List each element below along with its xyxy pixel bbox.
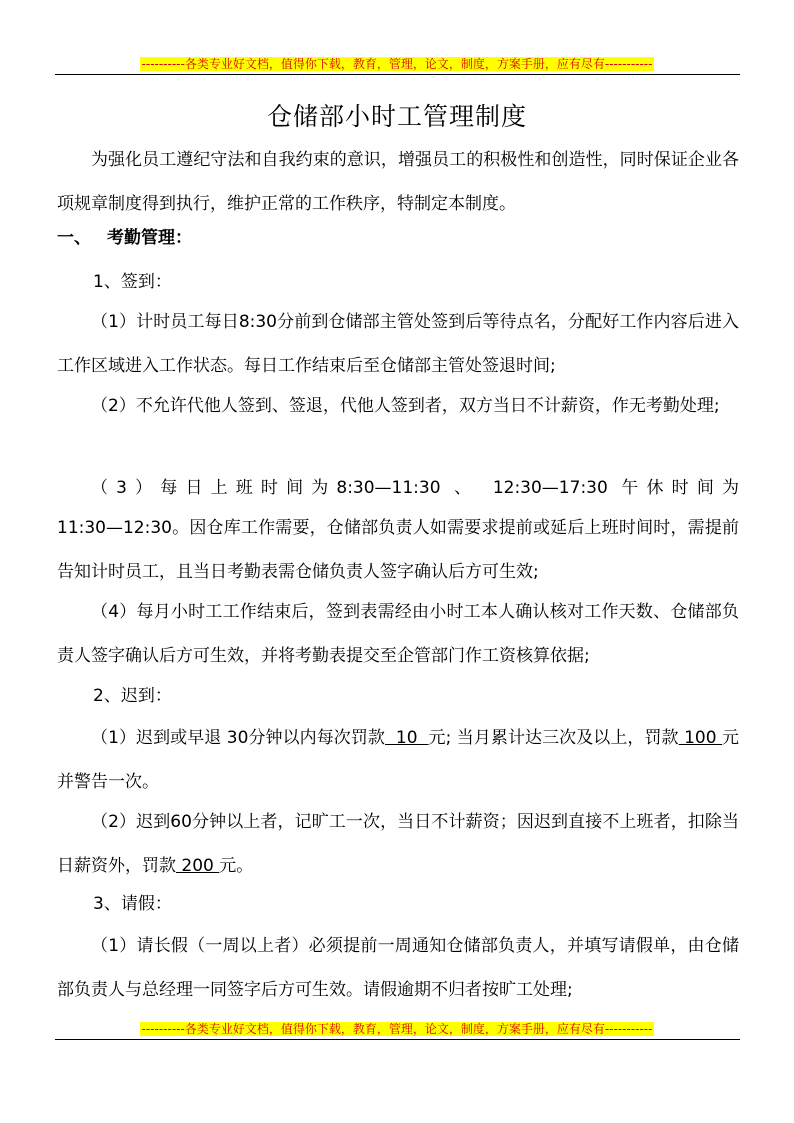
late-item-2-text-c: 元。 — [219, 856, 254, 876]
section-number: 一、 — [57, 228, 91, 248]
header-divider — [55, 74, 740, 75]
late-fine-amount-200: 200 — [176, 856, 220, 876]
footer-banner — [0, 1021, 794, 1037]
footer-banner-text: ----------各类专业好文档，值得你下载，教育，管理，论文，制度，方案手册，应有尽有----------- — [141, 1022, 653, 1036]
subsection-title-signin: 1、签到： — [93, 272, 172, 292]
late-item-2 — [57, 800, 739, 888]
header-banner-text: ----------各类专业好文档，值得你下载，教育，管理，论文，制度，方案手册，应有尽有----------- — [141, 57, 653, 71]
section-heading-attendance — [57, 216, 192, 260]
late-item-1-text-a: （1）迟到或早退 30分钟以内每次罚款 — [91, 728, 385, 748]
signin-item-1: （1）计时员工每日8:30分前到仓储部主管处签到后等待点名，分配好工作内容后进入工作区域进入工作状态。每日工作结束后至仓储部主管处签退时间; — [57, 312, 739, 376]
subsection-title-late: 2、迟到： — [93, 686, 172, 706]
leave-item-1: （1）请长假（一周以上者）必须提前一周通知仓储部负责人，并填写请假单，由仓储部负责人与总经理一同签字后方可生效。请假逾期不归者按旷工处理; — [57, 936, 739, 1000]
late-item-1-text-e: 元并警告一次。 — [57, 728, 739, 792]
signin-item-4: （4）每月小时工工作结束后，签到表需经由小时工本人确认核对工作天数、仓储部负责人签字确认后方可生效，并将考勤表提交至企管部门作工资核算依据; — [57, 602, 739, 666]
section-title: 考勤管理： — [107, 228, 192, 248]
signin-item-3-continued: 11:30—12:30。因仓库工作需要，仓储部负责人如需要求提前或延后上班时间时，需提前告知计时员工，且当日考勤表需仓储负责人签字确认后方可生效; — [57, 518, 739, 582]
signin-item-3: （3）每日上班时间为8:30—11:30 、 12:30—17:30 午休时间为 — [91, 478, 739, 498]
late-fine-amount-100: 100 — [678, 728, 722, 748]
late-item-1-text-c: 元; 当月累计达三次及以上，罚款 — [428, 728, 679, 748]
late-item-2-text-a: （2）迟到60分钟以上者，记旷工一次，当日不计薪资；因迟到直接不上班者，扣除当日薪资外，罚款 — [57, 812, 739, 876]
late-item-1 — [57, 716, 739, 804]
subsection-title-leave: 3、请假： — [93, 894, 172, 914]
intro-paragraph: 为强化员工遵纪守法和自我约束的意识，增强员工的积极性和创造性，同时保证企业各项规章制度得到执行，维护正常的工作秩序，特制定本制度。 — [57, 150, 739, 214]
late-fine-amount-10: 10 — [385, 728, 429, 748]
footer-divider — [55, 1039, 740, 1040]
signin-item-2: （2）不允许代他人签到、签退，代他人签到者，双方当日不计薪资，作无考勤处理; — [91, 396, 720, 416]
document-title: 仓储部小时工管理制度 — [266, 102, 527, 131]
header-banner — [0, 56, 794, 72]
